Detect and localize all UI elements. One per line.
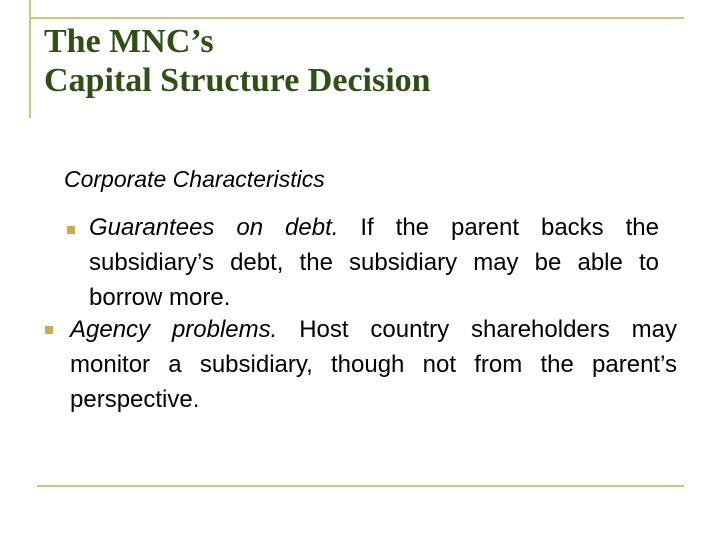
section-subtitle: Corporate Characteristics (64, 166, 325, 192)
bullet-item-guarantees (89, 210, 659, 315)
top-rule (30, 17, 684, 19)
bullet-lead: Agency problems. (70, 316, 278, 343)
title-line-1: The MNC’s (44, 23, 214, 60)
bullet-lead: Guarantees on debt. (89, 214, 339, 241)
bullet-body: Host country shareholders may monitor a subsidiary, though not from the parent’s perspective. (70, 316, 677, 413)
bullet-square-icon (67, 226, 75, 234)
bullet-text (70, 312, 677, 417)
title-line-2: Capital Structure Decision (44, 62, 431, 99)
bullet-body: If the parent backs the subsidiary’s debt, the subsidiary may be able to borrow more. (89, 214, 659, 311)
bullet-square-icon (45, 326, 53, 334)
bullet-text (89, 210, 659, 315)
bottom-rule (37, 485, 684, 487)
slide-title (44, 22, 431, 100)
bullet-item-agency (70, 312, 677, 417)
